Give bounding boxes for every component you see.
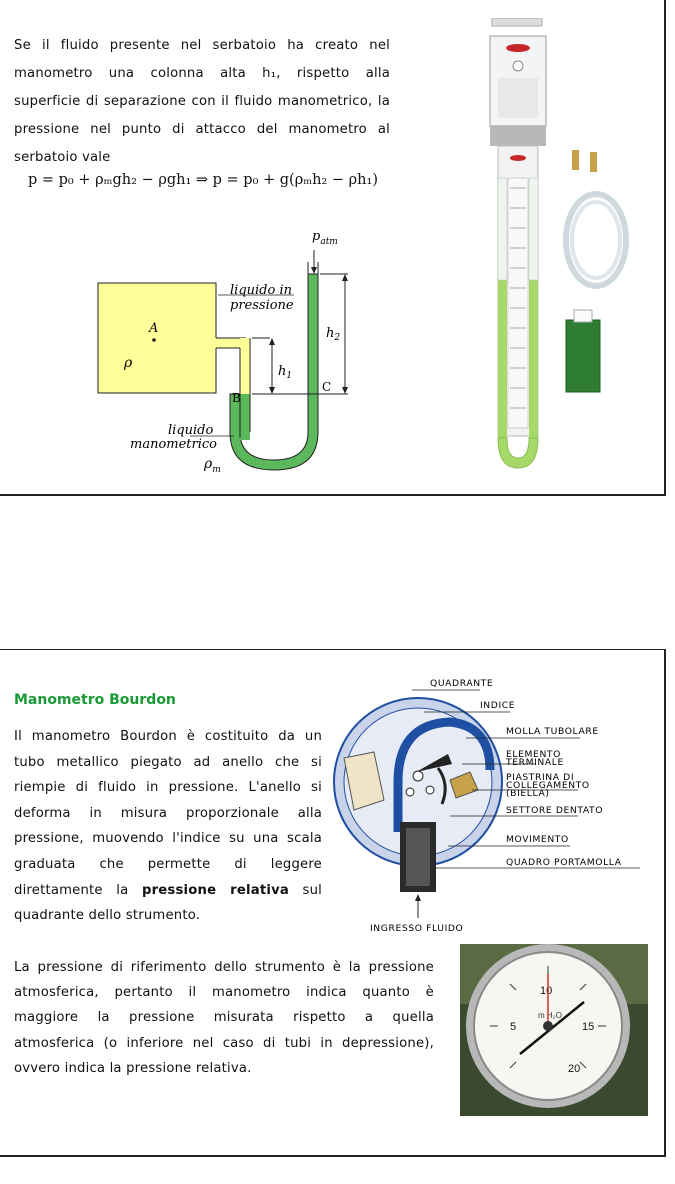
label-elemento-2: TERMINALE (506, 757, 564, 768)
paragraph-bourdon (14, 724, 322, 929)
text-line: maggiore la pressione misurata rispetto a quella (14, 1010, 434, 1026)
label-b: B (232, 391, 241, 405)
label-patm: $p_{atm}$ (312, 229, 338, 247)
label-piastrina-2: COLLEGAMENTO (506, 780, 590, 791)
text-line: serbatoio vale (14, 150, 111, 165)
paragraph-intro (14, 32, 390, 172)
text-line: pressione, muovendo l'indice su una scala (14, 831, 322, 847)
gauge-unit: m H₂O (538, 1011, 562, 1020)
label-piastrina-1: PIASTRINA DI (506, 772, 575, 783)
text-line: superficie di separazione con il fluido manometrico, la (14, 94, 390, 109)
point-a-dot (152, 338, 156, 342)
text-line: tubo metallico piegato ad anello che si (14, 754, 322, 770)
text-line: manometro una colonna alta h₁, rispetto alla (14, 66, 390, 81)
label-rho-m: $\rho_m$ (204, 456, 221, 475)
text-line: pressione nel punto di attacco del manometro al (14, 122, 390, 137)
pressure-formula: p = p₀ + ρₘgh₂ − ρgh₁ ⇒ p = p₀ + g(ρₘh₂ − ρh₁) (28, 172, 378, 188)
gauge-label-15: 15 (582, 1021, 595, 1033)
u-tube-product-photo (478, 18, 650, 478)
paragraph-reference-pressure (14, 955, 434, 1081)
text-line: quadrante dello strumento. (14, 908, 201, 924)
text-line: Il manometro Bourdon è costituito da un (14, 729, 322, 744)
u-tube-diagram (90, 222, 370, 482)
label-manometric-2: manometrico (130, 437, 218, 452)
bourdon-diagram (330, 672, 664, 942)
text-line: graduata che permette di leggere (14, 856, 322, 872)
section-title: Manometro Bourdon (14, 692, 176, 708)
label-quadro-portamolla: QUADRO PORTAMOLLA (506, 857, 622, 868)
label-manometric-1: liquido (168, 423, 214, 438)
tank (98, 283, 216, 393)
label-movimento: MOVIMENTO (506, 834, 569, 845)
label-h2: $h_2$ (326, 326, 341, 343)
label-liquid-2: pressione (230, 298, 294, 313)
text-line: atmosferica, pertanto il manometro indica quanto è (14, 985, 434, 1001)
text-line: atmosferica (o inferiore nel caso di tubi in depressione), (14, 1035, 434, 1051)
text-line: direttamente la pressione relativa sul (14, 882, 322, 898)
label-h1: $h_1$ (278, 364, 293, 381)
label-settore-dentato: SETTORE DENTATO (506, 805, 604, 816)
gauge-label-10: 10 (540, 985, 553, 997)
pressure-gauge-photo (460, 944, 648, 1116)
label-liquid-1: liquido in (230, 283, 292, 298)
keyword-pressione-relativa: pressione relativa (141, 882, 289, 898)
label-piastrina-3: (BIELLA) (506, 788, 550, 799)
text-line: riempie di fluido in pressione. L'anello si (14, 780, 322, 796)
gauge-label-5: 5 (510, 1021, 517, 1033)
label-c: C (322, 380, 332, 394)
label-molla-tubolare: MOLLA TUBOLARE (506, 726, 599, 737)
label-elemento-1: ELEMENTO (506, 749, 561, 760)
text-line: deforma in misura proporzionale alla (14, 805, 322, 821)
text-line: La pressione di riferimento dello strumento è la pressione (14, 960, 434, 975)
text-line: Se il fluido presente nel serbatoio ha creato nel (14, 38, 390, 53)
label-quadrante: QUADRANTE (430, 678, 494, 689)
label-a: A (149, 321, 159, 336)
label-ingresso-fluido: INGRESSO FLUIDO (370, 923, 464, 934)
label-rho: ρ (124, 355, 133, 371)
text-line: ovvero indica la pressione relativa. (14, 1060, 252, 1076)
gauge-label-20: 20 (568, 1063, 581, 1075)
label-indice: INDICE (480, 700, 516, 711)
